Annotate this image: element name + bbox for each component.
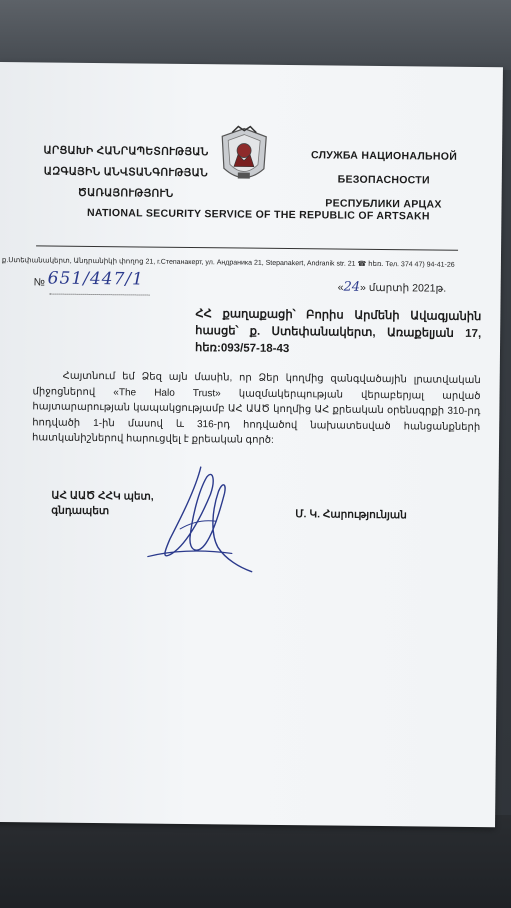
signatory-title: ԱՀ ԱԱԾ ՀՀԿ պետ, bbox=[51, 489, 154, 503]
date-month-year: » մարտի 2021թ. bbox=[359, 281, 447, 295]
header-armenian bbox=[41, 140, 212, 205]
recipient-phone: հեռ:093/57-18-43 bbox=[194, 342, 290, 356]
header-russian bbox=[298, 143, 469, 217]
date-open-quote: « bbox=[337, 281, 344, 294]
signatory-rank: գնդապետ bbox=[51, 504, 110, 518]
header-left-line: ԱՐՑԱԽԻ ՀԱՆՐԱՊԵՏՈՒԹՅԱՆ bbox=[43, 144, 209, 159]
recipient-address: հասցե՝ ք. Ստեփանակերտ, Առաքելյան 17, bbox=[195, 325, 482, 341]
signatory-position bbox=[51, 489, 154, 520]
header-left-line: ԾԱՌԱՅՈՒԹՅՈՒՆ bbox=[77, 186, 174, 200]
date-day: 24 bbox=[343, 279, 361, 295]
reference-underline bbox=[50, 294, 150, 296]
header-divider bbox=[36, 245, 458, 250]
background-top bbox=[0, 0, 511, 70]
emblem-icon bbox=[214, 124, 275, 191]
recipient-block bbox=[195, 306, 482, 360]
signatory-name: Մ. Կ. Հարությունյան bbox=[295, 508, 407, 522]
recipient-name: ՀՀ քաղաքացի՝ Բորիս Արմենի Ավագյանին bbox=[195, 308, 482, 324]
header-left-line: ԱԶԳԱՅԻՆ ԱՆՎՏԱՆԳՈՒԹՅԱՆ bbox=[43, 165, 209, 180]
reference-number: 651/447/1 bbox=[47, 268, 145, 290]
header-right-line: БЕЗОПАСНОСТИ bbox=[337, 173, 430, 187]
letter-sheet bbox=[0, 62, 503, 827]
header-right-line: РЕСПУБЛИКИ АРЦАХ bbox=[325, 197, 442, 211]
address-line: ք.Ստեփանակերտ, Անդրանիկի փողոց 21, г.Степанакерт, ул. Андраника 21, Stepanakert, Andranik str. 21 ☎ հեռ. Тел. 374 47) 94-41-26 bbox=[1, 257, 455, 269]
header-right-line: СЛУЖБА НАЦИОНАЛЬНОЙ bbox=[310, 149, 458, 163]
handwritten-signature bbox=[140, 458, 266, 579]
reference-label: № bbox=[33, 276, 46, 289]
header-english: NATIONAL SECURITY SERVICE OF THE REPUBLIC OF ARTSAKH bbox=[86, 206, 430, 223]
background-bottom bbox=[0, 815, 511, 908]
letter-body: Հայտնում եմ Ձեզ այն մասին, որ Ձեր կողմից զանգվածային լրատվական միջոցներով «The Halo Trust» կազմակերպության վերաբերյալ արված հայտարարության կապակցությամբ ԱՀ ԱԱԾ կողմից ԱՀ քրեական օրենսգրքի 310-րդ հոդվածի 1-ին մասով և 316-րդ հոդվածով նախատեսված հանցանքների հատկանիշներով հարուցվել է քրեական գործ: bbox=[32, 370, 481, 446]
letter-date bbox=[338, 280, 447, 296]
